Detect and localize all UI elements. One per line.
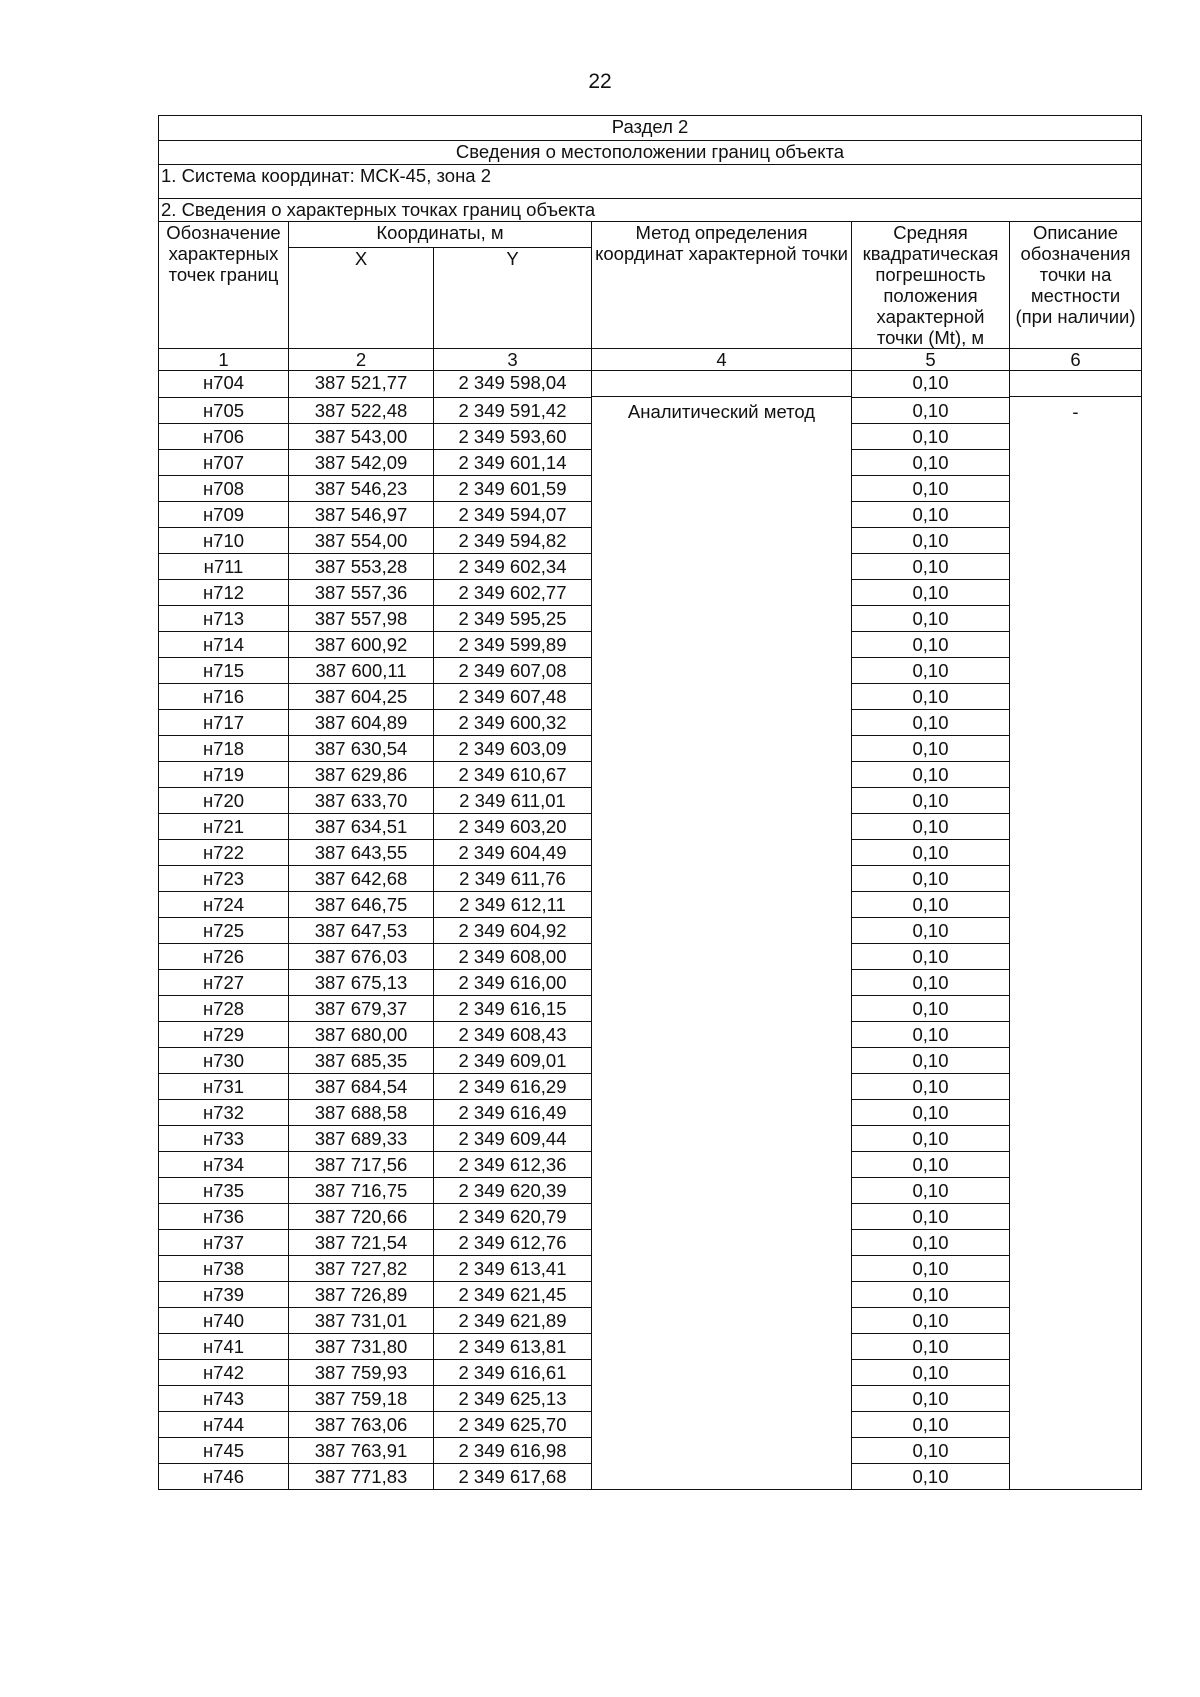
point-name: н722 — [159, 840, 289, 866]
header-y: Y — [434, 248, 592, 349]
boundary-points-table — [158, 115, 1142, 1490]
point-name: н732 — [159, 1100, 289, 1126]
points-heading: 2. Сведения о характерных точках границ объекта — [159, 199, 1142, 222]
point-mt: 0,10 — [852, 658, 1010, 684]
point-mt: 0,10 — [852, 424, 1010, 450]
point-y: 2 349 611,76 — [434, 866, 592, 892]
point-name: н741 — [159, 1334, 289, 1360]
point-x: 387 759,93 — [289, 1360, 434, 1386]
point-name: н746 — [159, 1464, 289, 1490]
point-y: 2 349 616,61 — [434, 1360, 592, 1386]
point-mt: 0,10 — [852, 1230, 1010, 1256]
column-number: 5 — [852, 349, 1010, 371]
point-name: н735 — [159, 1178, 289, 1204]
point-y: 2 349 603,20 — [434, 814, 592, 840]
point-mt: 0,10 — [852, 866, 1010, 892]
point-y: 2 349 612,36 — [434, 1152, 592, 1178]
point-y: 2 349 620,39 — [434, 1178, 592, 1204]
point-mt: 0,10 — [852, 1412, 1010, 1438]
point-y: 2 349 610,67 — [434, 762, 592, 788]
description-blank — [1010, 371, 1142, 397]
point-y: 2 349 600,32 — [434, 710, 592, 736]
point-x: 387 680,00 — [289, 1022, 434, 1048]
point-x: 387 646,75 — [289, 892, 434, 918]
point-y: 2 349 613,81 — [434, 1334, 592, 1360]
point-y: 2 349 616,15 — [434, 996, 592, 1022]
point-name: н739 — [159, 1282, 289, 1308]
point-x: 387 630,54 — [289, 736, 434, 762]
point-name: н731 — [159, 1074, 289, 1100]
point-x: 387 679,37 — [289, 996, 434, 1022]
header-description: Описание обозначения точки на местности (при наличии) — [1010, 222, 1142, 349]
point-x: 387 633,70 — [289, 788, 434, 814]
column-number: 3 — [434, 349, 592, 371]
method-cell: Аналитический метод — [592, 397, 852, 1490]
point-mt: 0,10 — [852, 476, 1010, 502]
point-x: 387 771,83 — [289, 1464, 434, 1490]
point-y: 2 349 594,07 — [434, 502, 592, 528]
point-x: 387 557,36 — [289, 580, 434, 606]
point-name: н706 — [159, 424, 289, 450]
point-mt: 0,10 — [852, 1126, 1010, 1152]
point-y: 2 349 595,25 — [434, 606, 592, 632]
point-x: 387 600,11 — [289, 658, 434, 684]
point-x: 387 634,51 — [289, 814, 434, 840]
section-subtitle: Сведения о местоположении границ объекта — [159, 141, 1142, 165]
point-name: н737 — [159, 1230, 289, 1256]
point-y: 2 349 601,59 — [434, 476, 592, 502]
point-name: н724 — [159, 892, 289, 918]
point-y: 2 349 607,08 — [434, 658, 592, 684]
point-y: 2 349 603,09 — [434, 736, 592, 762]
point-name: н738 — [159, 1256, 289, 1282]
point-mt: 0,10 — [852, 1178, 1010, 1204]
point-name: н717 — [159, 710, 289, 736]
column-number: 4 — [592, 349, 852, 371]
point-x: 387 522,48 — [289, 398, 434, 424]
point-mt: 0,10 — [852, 1204, 1010, 1230]
point-name: н725 — [159, 918, 289, 944]
point-x: 387 721,54 — [289, 1230, 434, 1256]
table-row — [159, 371, 1142, 397]
point-mt: 0,10 — [852, 892, 1010, 918]
point-x: 387 688,58 — [289, 1100, 434, 1126]
point-x: 387 716,75 — [289, 1178, 434, 1204]
point-mt: 0,10 — [852, 1464, 1010, 1490]
point-name: н733 — [159, 1126, 289, 1152]
point-name: н744 — [159, 1412, 289, 1438]
point-mt: 0,10 — [852, 684, 1010, 710]
point-x: 387 689,33 — [289, 1126, 434, 1152]
point-y: 2 349 601,14 — [434, 450, 592, 476]
point-mt: 0,10 — [852, 736, 1010, 762]
point-x: 387 554,00 — [289, 528, 434, 554]
page-number: 22 — [588, 70, 612, 93]
point-y: 2 349 621,89 — [434, 1308, 592, 1334]
point-x: 387 643,55 — [289, 840, 434, 866]
point-mt: 0,10 — [852, 1438, 1010, 1464]
point-name: н704 — [159, 371, 289, 398]
point-mt: 0,10 — [852, 528, 1010, 554]
point-mt: 0,10 — [852, 1308, 1010, 1334]
point-x: 387 546,23 — [289, 476, 434, 502]
point-y: 2 349 616,49 — [434, 1100, 592, 1126]
point-mt: 0,10 — [852, 1022, 1010, 1048]
point-y: 2 349 599,89 — [434, 632, 592, 658]
point-mt: 0,10 — [852, 1282, 1010, 1308]
point-mt: 0,10 — [852, 1334, 1010, 1360]
point-x: 387 546,97 — [289, 502, 434, 528]
point-name: н711 — [159, 554, 289, 580]
point-mt: 0,10 — [852, 970, 1010, 996]
point-x: 387 731,80 — [289, 1334, 434, 1360]
point-y: 2 349 609,44 — [434, 1126, 592, 1152]
point-mt: 0,10 — [852, 1256, 1010, 1282]
point-name: н721 — [159, 814, 289, 840]
point-name: н714 — [159, 632, 289, 658]
header-x: X — [289, 248, 434, 349]
point-x: 387 542,09 — [289, 450, 434, 476]
point-name: н705 — [159, 398, 289, 424]
method-blank — [592, 371, 852, 397]
point-name: н740 — [159, 1308, 289, 1334]
point-x: 387 726,89 — [289, 1282, 434, 1308]
point-x: 387 731,01 — [289, 1308, 434, 1334]
point-mt: 0,10 — [852, 710, 1010, 736]
point-name: н730 — [159, 1048, 289, 1074]
point-y: 2 349 594,82 — [434, 528, 592, 554]
point-name: н719 — [159, 762, 289, 788]
point-y: 2 349 609,01 — [434, 1048, 592, 1074]
point-x: 387 521,77 — [289, 371, 434, 398]
point-y: 2 349 608,00 — [434, 944, 592, 970]
point-y: 2 349 625,13 — [434, 1386, 592, 1412]
point-name: н707 — [159, 450, 289, 476]
point-x: 387 685,35 — [289, 1048, 434, 1074]
column-number: 6 — [1010, 349, 1142, 371]
point-mt: 0,10 — [852, 398, 1010, 424]
point-x: 387 647,53 — [289, 918, 434, 944]
section-title: Раздел 2 — [159, 116, 1142, 141]
column-number: 1 — [159, 349, 289, 371]
point-name: н734 — [159, 1152, 289, 1178]
point-x: 387 763,06 — [289, 1412, 434, 1438]
point-x: 387 629,86 — [289, 762, 434, 788]
point-mt: 0,10 — [852, 632, 1010, 658]
point-name: н708 — [159, 476, 289, 502]
point-mt: 0,10 — [852, 371, 1010, 398]
point-name: н710 — [159, 528, 289, 554]
point-y: 2 349 616,98 — [434, 1438, 592, 1464]
point-y: 2 349 616,00 — [434, 970, 592, 996]
point-x: 387 600,92 — [289, 632, 434, 658]
point-y: 2 349 598,04 — [434, 371, 592, 398]
point-x: 387 759,18 — [289, 1386, 434, 1412]
header-designation: Обозначение характерных точек границ — [159, 222, 289, 349]
header-error: Средняя квадратическая погрешность положения характерной точки (Mt), м — [852, 222, 1010, 349]
point-name: н728 — [159, 996, 289, 1022]
point-mt: 0,10 — [852, 606, 1010, 632]
point-mt: 0,10 — [852, 1074, 1010, 1100]
point-name: н727 — [159, 970, 289, 996]
point-y: 2 349 593,60 — [434, 424, 592, 450]
point-x: 387 763,91 — [289, 1438, 434, 1464]
point-mt: 0,10 — [852, 1152, 1010, 1178]
point-x: 387 684,54 — [289, 1074, 434, 1100]
point-name: н715 — [159, 658, 289, 684]
point-name: н723 — [159, 866, 289, 892]
point-mt: 0,10 — [852, 502, 1010, 528]
point-name: н729 — [159, 1022, 289, 1048]
point-mt: 0,10 — [852, 554, 1010, 580]
point-y: 2 349 602,77 — [434, 580, 592, 606]
header-method: Метод определения координат характерной точки — [592, 222, 852, 349]
point-y: 2 349 604,92 — [434, 918, 592, 944]
point-x: 387 727,82 — [289, 1256, 434, 1282]
point-mt: 0,10 — [852, 788, 1010, 814]
column-number: 2 — [289, 349, 434, 371]
point-mt: 0,10 — [852, 840, 1010, 866]
point-y: 2 349 611,01 — [434, 788, 592, 814]
point-name: н743 — [159, 1386, 289, 1412]
point-x: 387 557,98 — [289, 606, 434, 632]
point-mt: 0,10 — [852, 762, 1010, 788]
point-mt: 0,10 — [852, 1360, 1010, 1386]
point-mt: 0,10 — [852, 580, 1010, 606]
point-name: н742 — [159, 1360, 289, 1386]
point-x: 387 604,25 — [289, 684, 434, 710]
point-x: 387 553,28 — [289, 554, 434, 580]
point-y: 2 349 608,43 — [434, 1022, 592, 1048]
point-y: 2 349 621,45 — [434, 1282, 592, 1308]
point-y: 2 349 617,68 — [434, 1464, 592, 1490]
point-x: 387 642,68 — [289, 866, 434, 892]
point-mt: 0,10 — [852, 450, 1010, 476]
description-cell: - — [1010, 397, 1142, 1490]
point-name: н716 — [159, 684, 289, 710]
point-y: 2 349 607,48 — [434, 684, 592, 710]
point-mt: 0,10 — [852, 1386, 1010, 1412]
point-y: 2 349 612,11 — [434, 892, 592, 918]
point-name: н713 — [159, 606, 289, 632]
point-x: 387 720,66 — [289, 1204, 434, 1230]
point-y: 2 349 625,70 — [434, 1412, 592, 1438]
point-name: н718 — [159, 736, 289, 762]
header-coordinates: Координаты, м — [289, 222, 592, 248]
point-mt: 0,10 — [852, 944, 1010, 970]
point-y: 2 349 612,76 — [434, 1230, 592, 1256]
point-mt: 0,10 — [852, 1048, 1010, 1074]
point-name: н736 — [159, 1204, 289, 1230]
point-y: 2 349 616,29 — [434, 1074, 592, 1100]
point-name: н720 — [159, 788, 289, 814]
point-x: 387 543,00 — [289, 424, 434, 450]
point-mt: 0,10 — [852, 814, 1010, 840]
point-mt: 0,10 — [852, 918, 1010, 944]
point-name: н709 — [159, 502, 289, 528]
point-mt: 0,10 — [852, 1100, 1010, 1126]
point-x: 387 717,56 — [289, 1152, 434, 1178]
point-y: 2 349 613,41 — [434, 1256, 592, 1282]
point-x: 387 676,03 — [289, 944, 434, 970]
point-y: 2 349 602,34 — [434, 554, 592, 580]
point-name: н712 — [159, 580, 289, 606]
point-name: н745 — [159, 1438, 289, 1464]
point-x: 387 675,13 — [289, 970, 434, 996]
point-y: 2 349 591,42 — [434, 398, 592, 424]
point-name: н726 — [159, 944, 289, 970]
point-x: 387 604,89 — [289, 710, 434, 736]
point-y: 2 349 604,49 — [434, 840, 592, 866]
point-mt: 0,10 — [852, 996, 1010, 1022]
point-y: 2 349 620,79 — [434, 1204, 592, 1230]
coord-system: 1. Система координат: МСК-45, зона 2 — [159, 165, 1142, 199]
